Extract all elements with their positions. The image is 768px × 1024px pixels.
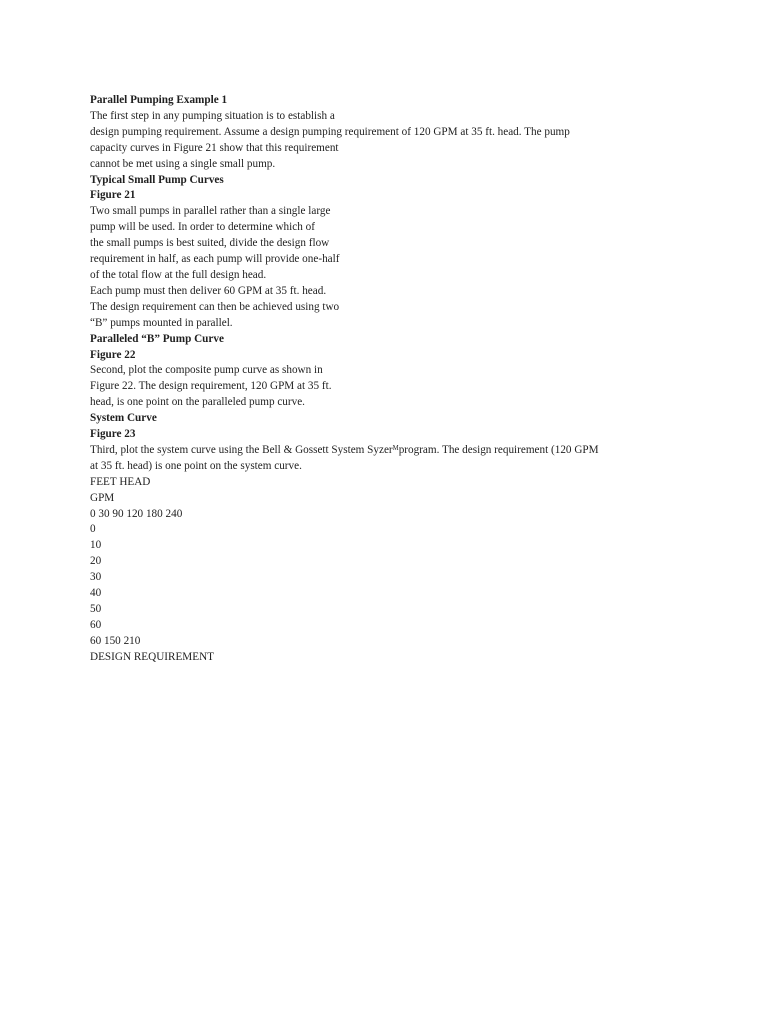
text-line: DESIGN REQUIREMENT — [90, 650, 214, 663]
text-line: 10 — [90, 539, 102, 552]
text-line: Each pump must then deliver 60 GPM at 35 ft. head. — [90, 284, 327, 297]
text-line: head, is one point on the paralleled pump curve. — [90, 396, 305, 409]
text-line: 20 — [90, 555, 102, 568]
text-line: the small pumps is best suited, divide the design flow — [90, 237, 330, 250]
text-line: 60 150 210 — [90, 634, 141, 647]
section-heading: Figure 23 — [90, 428, 136, 441]
text-line: 50 — [90, 603, 102, 615]
section-heading: Parallel Pumping Example 1 — [90, 94, 228, 106]
section-heading: Figure 21 — [90, 189, 136, 202]
text-line: capacity curves in Figure 21 show that this requirement — [90, 141, 339, 154]
text-line: Figure 22. The design requirement, 120 GPM at 35 ft. — [90, 380, 332, 393]
text-line: GPM — [90, 491, 115, 504]
text-line: 60 — [90, 618, 102, 631]
text-line: of the total flow at the full design head. — [90, 268, 267, 281]
text-line: Second, plot the composite pump curve as shown in — [90, 364, 323, 377]
section-heading: System Curve — [90, 412, 157, 425]
text-line: 0 — [90, 523, 96, 536]
text-line: 0 30 90 120 180 240 — [90, 507, 183, 520]
text-line: “B” pumps mounted in parallel. — [90, 316, 233, 329]
text-line: pump will be used. In order to determine which of — [90, 221, 315, 234]
text-line: Third, plot the system curve using the Bell & Gossett System Syzerᴹprogram. The design requirement (120 GPM — [90, 443, 599, 456]
text-line: The design requirement can then be achieved using two — [90, 300, 340, 313]
section-heading: Paralleled “B” Pump Curve — [90, 332, 224, 345]
text-line: 30 — [90, 571, 102, 584]
text-line: cannot be met using a single small pump. — [90, 157, 276, 170]
text-line: 40 — [90, 587, 102, 600]
text-line: The first step in any pumping situation is to establish a — [90, 109, 335, 122]
text-line: requirement in half, as each pump will provide one-half — [90, 253, 340, 266]
text-line: design pumping requirement. Assume a design pumping requirement of 120 GPM at 35 ft. head. The pump — [90, 125, 570, 138]
text-line: Two small pumps in parallel rather than a single large — [90, 205, 331, 218]
text-line: at 35 ft. head) is one point on the system curve. — [90, 459, 302, 472]
section-heading: Typical Small Pump Curves — [90, 173, 224, 186]
section-heading: Figure 22 — [90, 348, 136, 361]
text-line: FEET HEAD — [90, 475, 151, 488]
document-page — [90, 93, 690, 666]
